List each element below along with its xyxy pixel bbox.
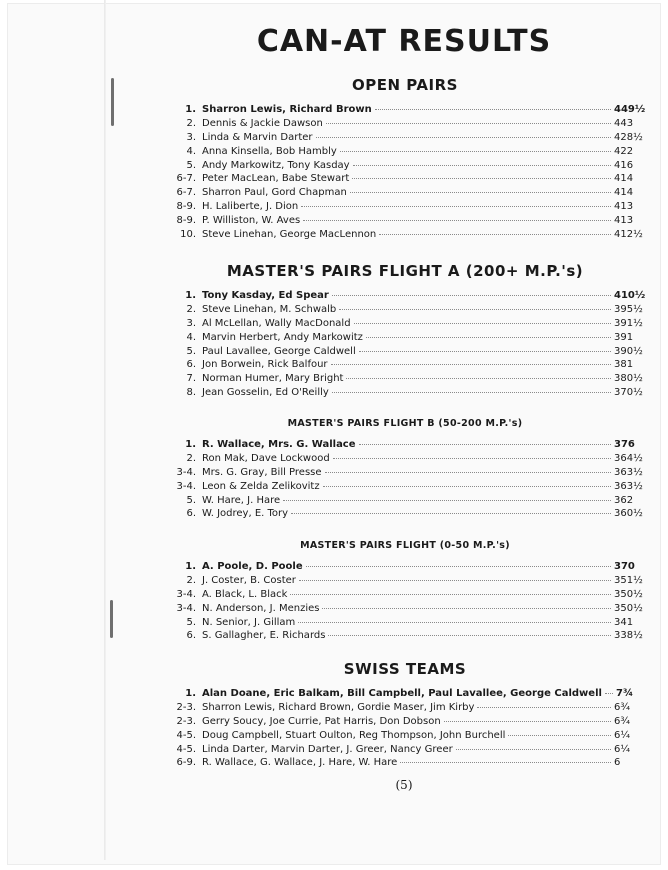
result-score: 395½ xyxy=(614,303,643,315)
result-score: 391 xyxy=(614,331,634,343)
dot-leader xyxy=(303,220,611,221)
result-names: Sharron Paul, Gord Chapman xyxy=(202,187,347,199)
result-rank: 2. xyxy=(186,117,196,129)
dot-leader xyxy=(326,123,611,124)
result-row xyxy=(166,561,644,575)
result-score: 350½ xyxy=(614,588,643,600)
dot-leader xyxy=(301,206,611,207)
result-row xyxy=(166,617,644,631)
dot-leader xyxy=(322,608,611,609)
result-row xyxy=(166,290,644,304)
result-row xyxy=(166,716,644,730)
result-row xyxy=(166,481,644,495)
result-names: A. Poole, D. Poole xyxy=(202,561,303,572)
result-row xyxy=(166,201,644,215)
result-row xyxy=(166,508,644,522)
result-row xyxy=(166,104,644,118)
result-score: 390½ xyxy=(614,345,643,357)
result-names: Andy Markowitz, Tony Kasday xyxy=(202,159,350,171)
result-score: 341 xyxy=(614,616,634,628)
result-score: 414 xyxy=(614,173,634,185)
result-rank: 8-9. xyxy=(176,215,196,227)
result-names: Steve Linehan, George MacLennon xyxy=(202,229,377,241)
dot-leader xyxy=(306,566,611,567)
result-names: Marvin Herbert, Andy Markowitz xyxy=(202,331,363,343)
result-names: Dennis & Jackie Dawson xyxy=(202,117,323,129)
dot-leader xyxy=(352,178,611,179)
result-row xyxy=(166,757,644,771)
result-row xyxy=(166,132,644,146)
result-names: Paul Lavallee, George Caldwell xyxy=(202,345,356,357)
result-row xyxy=(166,173,644,187)
dot-leader xyxy=(339,309,611,310)
results-list xyxy=(166,561,644,644)
result-row xyxy=(166,603,644,617)
result-score: 414 xyxy=(614,187,634,199)
result-row xyxy=(166,118,644,132)
dot-leader xyxy=(333,458,611,459)
result-score: 410½ xyxy=(614,290,646,301)
result-row xyxy=(166,495,644,509)
result-rank: 3-4. xyxy=(176,588,196,600)
dot-leader xyxy=(325,472,611,473)
dot-leader xyxy=(283,500,611,501)
result-rank: 6-7. xyxy=(176,173,196,185)
result-score: 428½ xyxy=(614,131,643,143)
result-rank: 2-3. xyxy=(176,715,196,727)
result-rank: 4. xyxy=(186,145,196,157)
result-row xyxy=(166,387,644,401)
result-names: J. Coster, B. Coster xyxy=(202,574,296,586)
result-score: 449½ xyxy=(614,104,646,115)
result-row xyxy=(166,589,644,603)
section-heading: SWISS TEAMS xyxy=(343,660,467,678)
result-rank: 10. xyxy=(180,229,196,241)
result-row xyxy=(166,187,644,201)
result-rank: 2. xyxy=(186,574,196,586)
result-score: 443 xyxy=(614,117,634,129)
dot-leader xyxy=(400,762,611,763)
result-score: 422 xyxy=(614,145,634,157)
result-score: 6¼ xyxy=(614,743,631,755)
result-row xyxy=(166,467,644,481)
result-score: 351½ xyxy=(614,574,643,586)
result-rank: 1. xyxy=(185,688,196,699)
result-rank: 2-3. xyxy=(176,701,196,713)
result-row xyxy=(166,359,644,373)
results-list xyxy=(166,688,644,771)
result-rank: 1. xyxy=(185,439,196,450)
result-names: H. Laliberte, J. Dion xyxy=(202,201,299,213)
result-names: A. Black, L. Black xyxy=(202,588,288,600)
result-names: R. Wallace, Mrs. G. Wallace xyxy=(202,439,356,450)
result-rank: 3. xyxy=(186,317,196,329)
result-rank: 4-5. xyxy=(176,743,196,755)
results-list xyxy=(166,104,644,243)
result-rank: 4-5. xyxy=(176,729,196,741)
result-row xyxy=(166,373,644,387)
result-score: 370½ xyxy=(614,387,643,399)
result-names: Sharron Lewis, Richard Brown xyxy=(202,104,372,115)
result-score: 7¾ xyxy=(615,688,634,699)
result-score: 360½ xyxy=(614,508,643,520)
result-rank: 6. xyxy=(186,630,196,642)
section-heading: MASTER'S PAIRS FLIGHT A (200+ M.P.'s) xyxy=(226,262,584,280)
result-row xyxy=(166,346,644,360)
result-rank: 1. xyxy=(185,290,196,301)
result-rank: 5. xyxy=(186,616,196,628)
result-names: Alan Doane, Eric Balkam, Bill Campbell, Paul Lavallee, George Caldwell xyxy=(202,688,602,699)
section-open-pairs xyxy=(166,76,644,243)
result-rank: 5. xyxy=(186,345,196,357)
dot-leader xyxy=(299,580,611,581)
result-rank: 5. xyxy=(186,159,196,171)
result-rank: 6-9. xyxy=(176,757,196,769)
result-names: P. Williston, W. Aves xyxy=(202,215,301,227)
staple-mark xyxy=(111,78,114,126)
result-score: 412½ xyxy=(614,229,643,241)
result-rank: 3-4. xyxy=(176,480,196,492)
dot-leader xyxy=(290,594,611,595)
result-score: 362 xyxy=(614,494,634,506)
result-row xyxy=(166,453,644,467)
result-rank: 2. xyxy=(186,452,196,464)
result-rank: 7. xyxy=(186,373,196,385)
result-score: 363½ xyxy=(614,466,643,478)
dot-leader xyxy=(291,513,611,514)
dot-leader xyxy=(444,721,611,722)
result-names: Mrs. G. Gray, Bill Presse xyxy=(202,466,322,478)
result-names: Linda & Marvin Darter xyxy=(202,131,313,143)
dot-leader xyxy=(456,749,611,750)
result-row xyxy=(166,730,644,744)
dot-leader xyxy=(316,137,611,138)
result-rank: 2. xyxy=(186,303,196,315)
result-row xyxy=(166,630,644,644)
result-names: Anna Kinsella, Bob Hambly xyxy=(202,145,337,157)
result-names: N. Senior, J. Gillam xyxy=(202,616,296,628)
result-score: 413 xyxy=(614,215,634,227)
result-names: S. Gallagher, E. Richards xyxy=(202,630,326,642)
result-names: Gerry Soucy, Joe Currie, Pat Harris, Don Dobson xyxy=(202,715,441,727)
dot-leader xyxy=(331,364,611,365)
result-row xyxy=(166,215,644,229)
section-masters-flight-b xyxy=(166,418,644,522)
section-heading: MASTER'S PAIRS FLIGHT (0-50 M.P.'s) xyxy=(300,540,510,551)
section-heading: OPEN PAIRS xyxy=(352,76,458,94)
result-row xyxy=(166,439,644,453)
dot-leader xyxy=(379,234,611,235)
dot-leader xyxy=(375,109,611,110)
dot-leader xyxy=(359,351,611,352)
result-names: Doug Campbell, Stuart Oulton, Reg Thompson, John Burchell xyxy=(202,729,506,741)
result-rank: 1. xyxy=(185,561,196,572)
dot-leader xyxy=(605,693,613,694)
result-score: 380½ xyxy=(614,373,643,385)
dot-leader xyxy=(508,735,611,736)
result-row xyxy=(166,702,644,716)
dot-leader xyxy=(323,486,611,487)
result-score: 350½ xyxy=(614,602,643,614)
result-rank: 6. xyxy=(186,508,196,520)
result-row xyxy=(166,229,644,243)
result-names: Jean Gosselin, Ed O'Reilly xyxy=(202,387,329,399)
dot-leader xyxy=(366,337,611,338)
result-rank: 6. xyxy=(186,359,196,371)
result-row xyxy=(166,318,644,332)
result-score: 6¼ xyxy=(614,729,631,741)
result-score: 416 xyxy=(614,159,634,171)
result-score: 413 xyxy=(614,201,634,213)
section-heading: MASTER'S PAIRS FLIGHT B (50-200 M.P.'s) xyxy=(287,418,523,429)
result-row xyxy=(166,688,644,702)
result-score: 381 xyxy=(614,359,634,371)
dot-leader xyxy=(332,392,611,393)
results-list xyxy=(166,290,644,401)
result-row xyxy=(166,332,644,346)
page-title: CAN-AT RESULTS xyxy=(256,24,552,59)
dot-leader xyxy=(332,295,611,296)
dot-leader xyxy=(354,323,611,324)
result-score: 6¾ xyxy=(614,715,631,727)
dot-leader xyxy=(328,635,611,636)
dot-leader xyxy=(346,378,611,379)
result-score: 364½ xyxy=(614,452,643,464)
result-row xyxy=(166,575,644,589)
result-score: 376 xyxy=(614,439,635,450)
result-rank: 3-4. xyxy=(176,466,196,478)
result-score: 391½ xyxy=(614,317,643,329)
result-names: Steve Linehan, M. Schwalb xyxy=(202,303,337,315)
dot-leader xyxy=(353,165,611,166)
result-names: R. Wallace, G. Wallace, J. Hare, W. Hare xyxy=(202,757,398,769)
result-rank: 3. xyxy=(186,131,196,143)
result-rank: 6-7. xyxy=(176,187,196,199)
result-names: Jon Borwein, Rick Balfour xyxy=(202,359,328,371)
result-names: N. Anderson, J. Menzies xyxy=(202,602,320,614)
result-names: Peter MacLean, Babe Stewart xyxy=(202,173,350,185)
result-names: Norman Humer, Mary Bright xyxy=(202,373,344,385)
result-row xyxy=(166,146,644,160)
page-binding-shadow xyxy=(104,0,106,860)
result-rank: 8. xyxy=(186,387,196,399)
result-score: 338½ xyxy=(614,630,643,642)
result-rank: 4. xyxy=(186,331,196,343)
result-score: 363½ xyxy=(614,480,643,492)
result-names: Al McLellan, Wally MacDonald xyxy=(202,317,351,329)
section-masters-flight-a xyxy=(166,262,644,401)
result-names: Tony Kasday, Ed Spear xyxy=(202,290,329,301)
results-list xyxy=(166,439,644,522)
dot-leader xyxy=(359,444,611,445)
result-names: W. Jodrey, E. Tory xyxy=(202,508,289,520)
result-names: Leon & Zelda Zelikovitz xyxy=(202,480,320,492)
staple-mark xyxy=(110,600,113,638)
dot-leader xyxy=(350,192,611,193)
result-names: Linda Darter, Marvin Darter, J. Greer, Nancy Greer xyxy=(202,743,453,755)
result-row xyxy=(166,160,644,174)
result-rank: 1. xyxy=(185,104,196,115)
result-rank: 5. xyxy=(186,494,196,506)
section-swiss-teams xyxy=(166,660,644,771)
result-names: Ron Mak, Dave Lockwood xyxy=(202,452,330,464)
dot-leader xyxy=(298,622,611,623)
result-score: 6 xyxy=(614,757,621,769)
dot-leader xyxy=(477,707,611,708)
result-score: 6¾ xyxy=(614,701,631,713)
page-number: (5) xyxy=(395,778,413,792)
result-score: 370 xyxy=(614,561,635,572)
result-names: W. Hare, J. Hare xyxy=(202,494,281,506)
result-rank: 3-4. xyxy=(176,602,196,614)
result-row xyxy=(166,744,644,758)
result-row xyxy=(166,304,644,318)
result-rank: 8-9. xyxy=(176,201,196,213)
result-names: Sharron Lewis, Richard Brown, Gordie Maser, Jim Kirby xyxy=(202,701,475,713)
section-masters-flight-0-50 xyxy=(166,540,644,644)
dot-leader xyxy=(340,151,611,152)
